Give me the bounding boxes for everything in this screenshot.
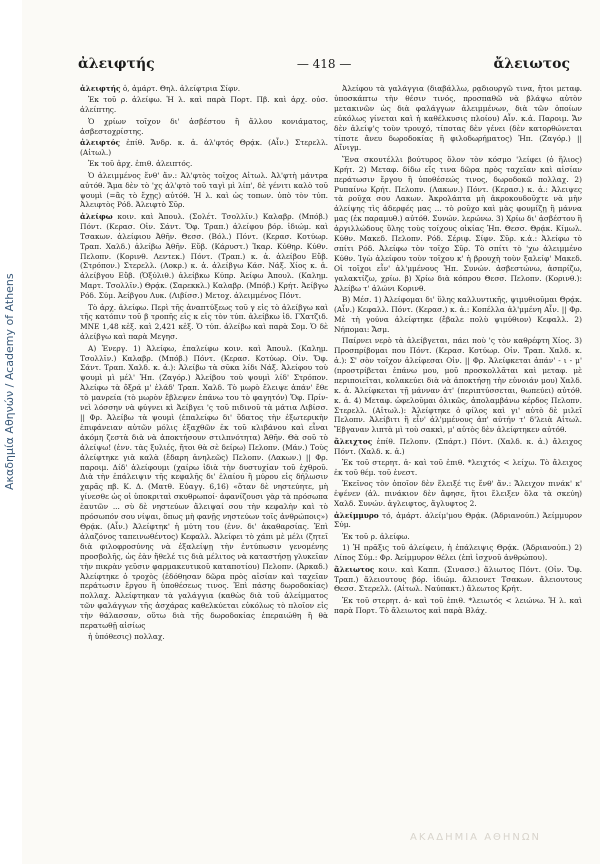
headword: ἄλειχτος (334, 436, 373, 446)
page-number: — 418 — (296, 57, 352, 71)
headword: ἀλείμμυρο (334, 510, 379, 520)
header-right-word: ἄλειωτος (493, 56, 570, 72)
definition-paragraph: Α) Ἐνεργ. 1) Ἀλείφω, ἐπαλείφω κοιν. καὶ Ἀπουλ. (Καλημ. Τσολλῖν.) Καλαβρ. (Μπόβ.) Πόντ. (Κερασ. Κοτύωρ. Οἰν. Ὄφ. Σάντ. Τραπ. Χαλδ. κ. ἀ.): Ἀλείβω τὰ σῦκα λίδι Νάξ. Ἀλείφου τοὺ ψουμὶ μὶ μέλ' Ἠπ. (Ζαγόρ.) Ἀλείβου τοὺ ψουμὶ λίδ' Στρόπον. Ἀλείφω τὰ ὄξρά μ' ἐλάδ' Τραπ. Χαλδ. Τὸ μωρὸ ἔλειψε ἀπάν' ἔθε τὸ μανρεία (τὸ μωρὸν ἔβλεψεν ἐπάνω του τὸ φαγητόν) Ὄφ. Πρίν-νεὶ λόσσην νὰ φύγνει κὶ Ἀείβγει 'ς τοῦ πιδινοῦ τὰ μάτια Λιβίσσ. || Φρ. Ἀλείβω τὰ ψουμὶ (ἐπαλείφω δι' ὕδατος τὴν ἐξωτερικὴν ἐπιφάνειαν αὐτῶν μόλις ἐξαχθῶν ἐκ τοῦ κλιβάνου καὶ εἶναι ἀκόμη ζεστὰ διὰ νὰ ἀποκτήσουν στιλπνότητα) Ἀθῆν. Θὰ σοῦ τὸ ἀλείψω! (ἐνν. τὰς ξυλιές, ἤτοι θὰ σὲ δείρω) Πελοπν. (Μάν.) Τοὺς ἀλείφτηκε γιὰ καλὰ (ἔδαρη ἀνηλεῶς) Πελοπν. (Λακων.) || Φρ. παροιμ. Δίδ' ἀλείφουμι (χαίρω ἰδιὰ τὴν δυστυχίαν τοῦ ἐχθροῦ. Διὰ τὴν ἐπάλειψιν τῆς κεφαλῆς δι' ἐλαίου ἢ μύρου εἰς δήλωσιν χαρᾶς πβ. Κ. Δ. (Ματθ. Εὐαγγ. 6,16) «ὅταν δὲ νηστεύητε, μὴ γίνεσθε ὡς οἱ ὑποκριταὶ σκυθρωποί· ἀφανίζουσι γὰρ τὰ πρόσωπα ἑαυτῶν ... σὺ δὲ νηστεύων ἄλειψαί σου τὴν κεφαλὴν καὶ τὸ πρόσωπόν σου νίψαι, ὅπως μὴ φανῇς νηστεύων τοῖς ἀνθρώποις») Θρᾴκ. (Αἶν.) Ἀλείφτηκ' ἡ μύτη του (ἐνν. δι' ἀκαθαρσίας. Ἐπὶ ἀλαζόνος ταπεινωθέντος) Κεφαλλ. Ἀλείφει τὸ χάπι μὲ μέλι (ζητεῖ διὰ φιλοφροσύνης νὰ ἐξαλείψῃ τὴν ἐντύπωσιν γενομένης προσβολῆς, ὡς ἐὰν ἤθελέ τις διὰ μέλιτος νὰ καταστήσῃ γλυκεῖαν τὴν πικρὰν γεῦσιν φαρμακευτικοῦ καταποτίου) Πελοπν. (Ἀρκαδ.) Ἀλείφτηκε ὁ τροχὸς (ἐδόθησαν δῶρα πρὸς αἰσίαν καὶ ταχεῖαν περάτωσιν ἔργου ἢ ὑποθέσεως τινος. Ἐπὶ πάσης δωροδοκίας) πολλαχ. Ἀλείφτηκαν τὰ γαλάγγια (καθὼς διὰ τοῦ ἀλείμματος τῶν φαλάγγων τῆς ἀσχάρας καθελκύεται εὐκόλως τὸ πλοῖον εἰς τὴν θάλασσαν, οὕτω διὰ τῆς δωροδοκίας ἐπεραιώθη ἢ θὰ περατωθῇ αἰσίως (80, 343, 328, 631)
entry-paragraph: ἀλείφω κοιν. καὶ Ἀπουλ. (Σολέτ. Τσολλῖν.) Καλαβρ. (Μπόβ.) Πόντ. (Κερασ. Οἰν. Σάντ. Ὄφ. Τραπ.) ἀλείφου βόρ. ἰδιώμ. καὶ Τσακων. ἀλείφιου Ἀθῆν. Θεσσ. (Βόλ.) Πόντ. (Κερασ. Κοτύωρ. Τραπ. Χαλδ.) ἀλείβω Ἀθῆν. Εὔβ. (Κάρυστ.) Ἰκαρ. Κύθηρ. Κύθν. Πελοπν. (Κορινθ. Λεντεκ.) Πόντ. (Τραπ.) κ. ἀ. ἀλείβου Εὔβ. (Στρόπον.) Στερελλ. (Λοκρ.) κ. ἀ. ἀλείβγω Κάσ. Νάξ. Χίος κ. ἀ. ἀλείβγου Εὔβ. (Ὀξύλιθ.) ἀλείβκω Κύπρ. Ἀείφω Ἀπουλ. (Καλημ. Μαρτ. Τσολλῖν.) Θρᾴκ. (Σαρεκκλ.) Καλαβρ. (Μπόβ.) Κρήτ. Ἀείβγω Ρόδ. Σύμ. Ἀείβγου Λυκ. (Λιβίσσ.) Μετοχ. ἀλειμμένος Πόντ. (80, 211, 328, 301)
header-left-word: ἀλειφτής (78, 56, 155, 72)
entry-paragraph: ἀλείμμυρο τό, ἀμάρτ. ἀλείμ'μου Θρᾴκ. (Ἀδριανούπ.) Ἀείμμυρον Σύμ. (334, 510, 582, 530)
entry-paragraph: ἀλειφτός ἐπίθ. Ἄνδρ. κ. ἀ. ἀλ'φτός Θρᾴκ. (Αἶν.) Στερελλ. (Αἰτωλ.) (80, 138, 328, 157)
definition-paragraph: Ἀλείφου τὰ γαλάγγια (διαβάλλω, ρᾳδιουργῶ τινα, ἤτοι μεταφ. ὑποσκάπτω τὴν θέσιν τινός, προσπαθῶ νὰ βλάψω αὐτὸν μετακινῶν ὡς διὰ φαλάγγων ἀλειμμένων, διὰ τῶν ὁποίων εὐκόλως γίνεται καὶ ἡ καθέλκυσις πλοίου) Αἶν. κ.ἀ. Παροιμ. Ἄν δὲν ἀλείψ'ς τοὺν τρουχό, τίποτας δὲν γένει (δὲν κατορθώνεται τίποτε ἄνευ δωροδοκίας ἢ φιλοδωρήματος) Ἠπ. (Ζαγόρ.) || Αἴνιγμ. (334, 84, 582, 153)
side-watermark: Ακαδημία Αθηνών / Academy of Athens (3, 273, 16, 490)
academy-stamp: ΑΚΑΔΗΜΙΑ ΑΘΗΝΩΝ (410, 832, 542, 843)
etymology-paragraph: Τὸ ἀρχ. ἀλείφω. Περὶ τῆς ἀναπτύξεως τοῦ γ εἰς τὸ ἀλείβγω καὶ τῆς κατόπιν τοῦ β τροπῆς εἰς κ εἰς τὸν τύπ. ἀλείβκω ἰδ. ΓΧατζιδ. ΜΝΕ 1,48 κἑξ. καὶ 2,421 κἑξ. Ὁ τύπ. ἀλείβω καὶ παρὰ Σομ. Ὁ δὲ ἀλείβγω καὶ παρὰ Μεγησ. (80, 302, 328, 342)
etymology-paragraph: Ἐκ τοῦ στερητ. ἀ- καὶ τοῦ ἐπιθ. *λειωτός < λειώνω. Ἡ λ. καὶ παρὰ Πορτ. Τὸ ἄλειωτος καὶ παρὰ Βλάχ. (334, 595, 582, 615)
headword: ἄλειωτος (334, 564, 375, 574)
entry-paragraph: ἄλειωτος κοιν. καὶ Καππ. (Σινασσ.) ἄλιωτος Πόντ. (Οἰν. Ὄφ. Τραπ.) ἄλειουτους βόρ. ἰδιώμ. ἄλειονετ Τσακων. ἄλειουτους Θεσσ. Στερελλ. (Αἰτωλ. Ναύπακτ.) ἄλεωτος Κρήτ. (334, 564, 582, 594)
definition-paragraph: Ἕνα σκουτέλλι βούτυρος ὅλον τὸν κόσμο 'λείφει (ὁ ἥλιος) Κρήτ. 2) Μεταφ. δίδω εἴς τινα δῶρα πρὸς ταχεῖαν καὶ αἰσίαν περάτωσιν ἔργου ἢ ὑποθέσεώς τινος, δωροδοκῶ πολλαχ. 2) Ρυπαίνω Κρήτ. Πελοπν. (Λακων.) Πόντ. (Κερασ.) κ. ἀ.: Ἀλειψες τὰ ροῦχα σου Λακων. Ἀκρολάπτα μὴ ἀκροκουδοῦχτε νὰ μὴν ἀλείψης τὶς ἀδερφές μας ... τὸ ροῦχο καὶ μὰς φουμίζῃ ἢ μάννα μας (ἐκ παραμυθ.) αὐτόθ. Συνών. λερώνω. 3) Χρίω δι' ἀσβέστου ἢ ἀργιλλώδους ὕλης τοὺς τοίχους οἰκίας Ἠπ. Θεσσ. Θρᾴκ. Κίμωλ. Κύθν. Μακεδ. Πελοπν. Ρόδ. Σέριφ. Σίφν. Σῦρ. κ.ἀ.: Ἀλείφω τὸ σπίτι Ρόδ. Ἀλείφω τὸν τοῖχο Σῦρ. Τὸ σπίτι τὸ 'χω ἀλειμμένο Κύθν. Ἰγὼ ἀλείφου τοὺν τοῖχου κ' ἡ βρουχὴ τοὺν ξαλείφ' Μακεδ. Οἱ τοῖχοι εἶν' ἀλ'μμένους Ἠπ. Συνών. ἀσβεστώνω, ἀσπρίζω, γαλακτίζω, χρίω. β) Χρίω διὰ κόπρου Θεσσ. Πελοπν. (Κορινθ.): Ἀλείβω τ' ἀλώνι Κορινθ. (334, 154, 582, 293)
page-header (78, 56, 570, 76)
page-margin (0, 0, 22, 864)
etymology-paragraph: Ἐκ τοῦ ρ. ἀλείφω. (342, 531, 410, 541)
definition-paragraph: Παίρνει νερὸ τὰ ἀλείβγεται, πάει ποὺ 'ς τὸν καθρέφτη Χίος. 3) Προσπρίβομαι που Πόντ. (Κερασ. Κοτύωρ. Οἰν. Τραπ. Χαλδ. κ. ἀ.): Σ' σὸν τοῖχον ἀλείφεσαι Οἰν. || Φρ. Ἀλείφκεται ἀπάν' - ι - μ' (προστρίβεται ἐπάνω μου, μοῦ προσκολλᾶται καὶ μεταφ. μὲ περιποιεῖται, κολακεύει διὰ νὰ ἀποκτήσῃ τὴν εὐνοιάν μου) Χαλδ. κ. ἀ. Ἀλείφκεται τῇ μάνναν ἀτ' (περιπτύσσεται, θωπεύει) αὐτόθ. κ. ἀ. 4) Μεταφ. ὠφελοῦμαι ὀλικῶς, ἀπολαμβάνω κέρδος Πελοπν. Στερελλ. (Αἰτωλ.): Ἀλείφτηκε ὁ φίλος καὶ γι' αὐτὸ δὲ μιλεῖ Πελοπν. Ἀλείβιτι ἢ εἶν' ἀλ'μμένους ἀπ' αὐτήν τ' δ'λειὰ Αἰτωλ. Ἔβγαναν λιπτὰ μὶ τοὺ σακκὶ, μ' αὐτὸς δὲν ἀλείφτηκεν αὐτόθ. (334, 336, 582, 435)
definition-paragraph: Ὁ ἀλειμμένος ἔνθ' ἄν.: Ἀλ'φτὸς τοῖχος Αἰτωλ. Ἀλ'φτὴ μάντρα αὐτόθ. Ἄμα δὲν τὸ 'χς ἀλ'φτὸ τοῦ ταγὶ μὶ λίπ', δὲ γένιτι καλὸ τοῦ ψουμὶ (=ἂς τὸ ἔχῃς) αὐτόθ. Ἡ λ. καὶ ὡς τοπων. ὑπὸ τὸν τύπ. Ἀλειφτὸς Ρόδ. Ἀλειφτὸ Σῦρ. (80, 170, 328, 210)
left-column (80, 84, 328, 856)
etymology-paragraph: Ἐκ τοῦ ρ. ἀλείφω. Ἡ λ. καὶ παρὰ Πορτ. Πβ. καὶ ἀρχ. οὐσ. ἀλείπτης. (80, 95, 328, 115)
entry-paragraph: ἄλειχτος ἐπίθ. Πελοπν. (Σπάρτ.) Πόντ. (Χαλδ. κ. ἀ.) ἄλειχος Πόντ. (Χαλδ. κ. ἀ.) (334, 436, 582, 456)
headword: ἀλειφτής (80, 84, 121, 93)
definition-paragraph: Β) Μέσ. 1) Ἀλείφομαι δι' ὕλης καλλυντικῆς, ψιμυθιοῦμαι Θρᾴκ. (Αἶν.) Κεφαλλ. Πόντ. (Κερασ.) κ. ἀ.: Κοπέλλα ἀλ'μμένη Αἶν. || Φρ. Μὲ τὴ γούνα ἀλείφτηκε (ἔβαλε πολὺ ψιμύθιον) Κεφαλλ. 2) Νήπομαι: Ἄσμ. (334, 295, 582, 334)
entry-paragraph: ἀλειφτής ὁ, ἀμάρτ. Θηλ. ἀλείφτρια Σίφν. (80, 84, 241, 93)
right-column (334, 84, 582, 856)
definition-paragraph: ἡ ὑπόθεσις) πολλαχ. (88, 632, 165, 642)
headword: ἀλείφω (80, 211, 113, 221)
definition-paragraph: Ὁ χρίων τοῖχον δι' ἀσβέστου ἢ ἄλλου κονιάματος, ἀσβεστοχρίστης. (80, 116, 328, 136)
definition-paragraph: Ἐκεῖνος τὸν ὁποῖον δὲν ἔλειξέ τις ἔνθ' ἄν.: Ἄλειχον πινάκ' κ' ἐψένεν (ἀλ. πινάκιον δὲν ἄφησε, ἤτοι ἔλειξεν ὅλα τὰ σκεύη) Χαλδ. Συνών. ἀγλειφτος, ἄγλυφτος 2. (334, 479, 582, 509)
headword: ἀλειφτός (80, 138, 121, 148)
etymology-paragraph: Ἐκ τοῦ στερητ. ἀ- καὶ τοῦ ἐπιθ. *λειχτός < λείχω. Τὸ ἄλειχος ἐκ τοῦ θέμ. τοῦ ἐνεστ. (334, 458, 582, 477)
definition-paragraph: 1) Ἡ πρᾶξις τοῦ ἀλείφειν, ἡ ἐπάλειψις Θρᾴκ. (Ἀδριανούπ.) 2) Λίπος Σύμ.: Φρ. Ἀείμμυρον θέλει (ἐπὶ ἰσχνοῦ ἀνθρώπου). (334, 543, 582, 563)
etymology-paragraph: Ἐκ τοῦ ἀρχ. ἐπιθ. ἀλειπτός. (88, 159, 193, 169)
